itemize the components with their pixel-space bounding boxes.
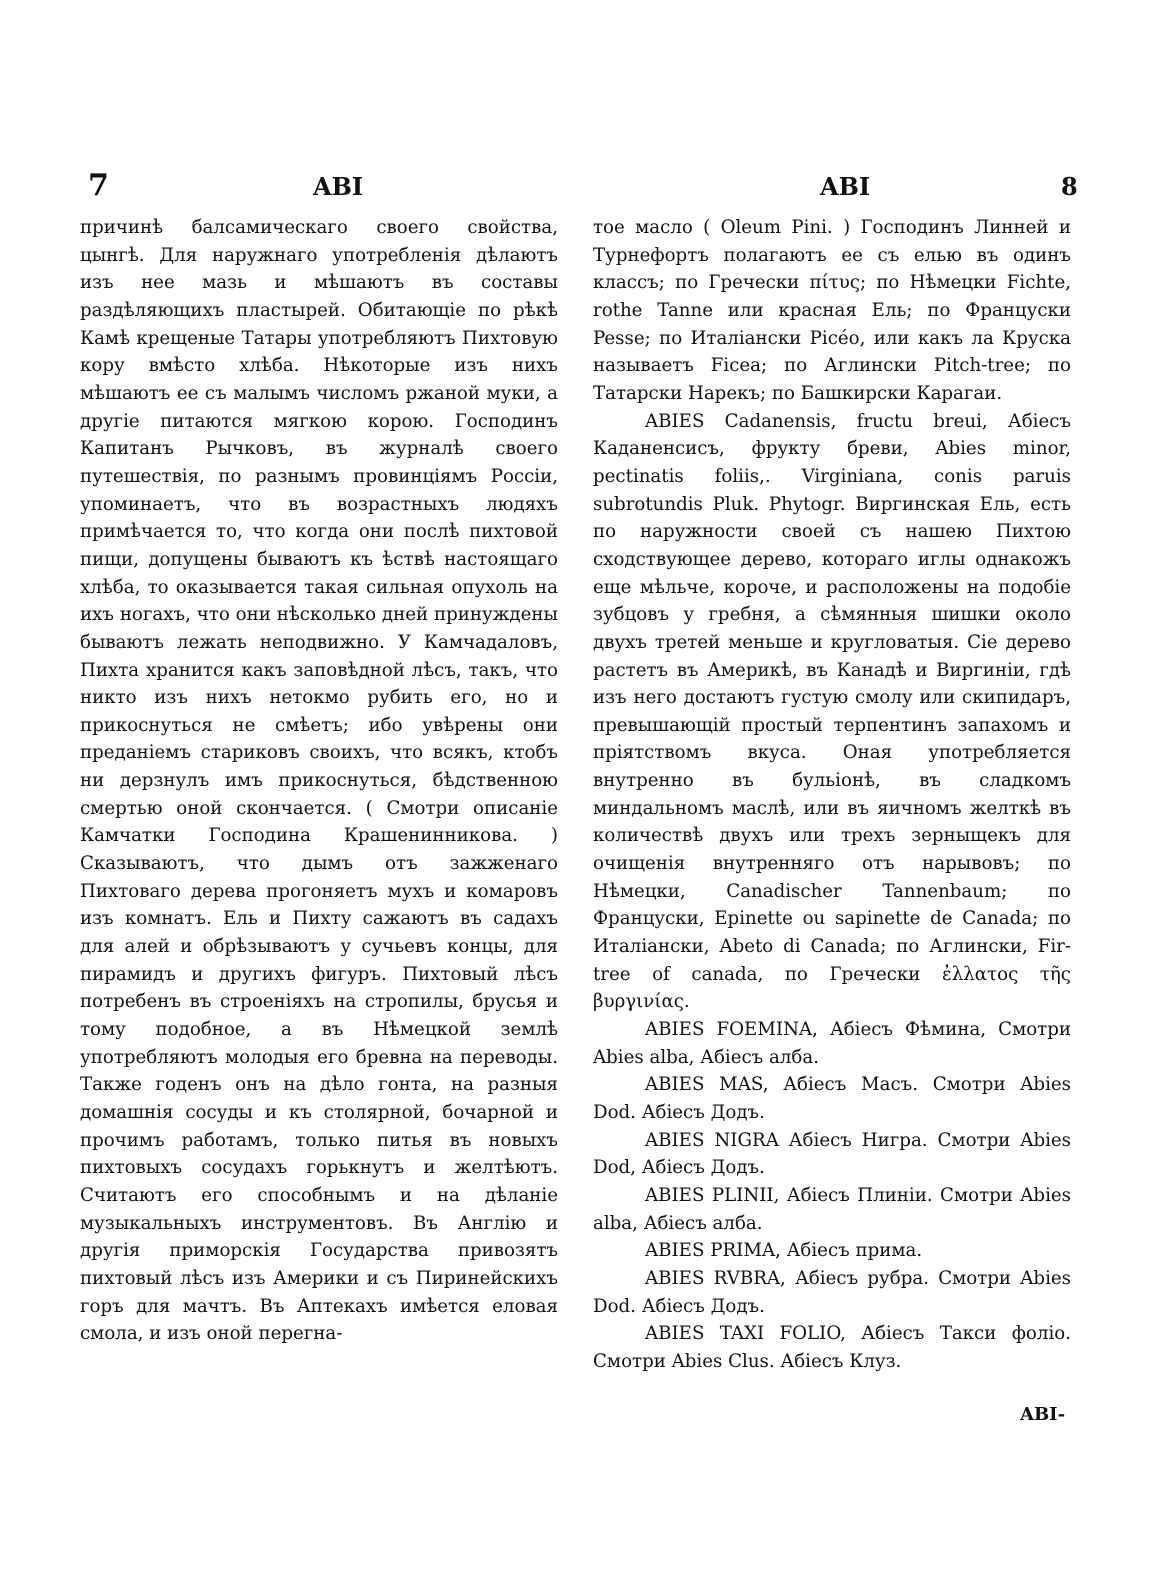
entry-abies-taxi-folio: ABIES TAXI FOLIO, Абіесъ Такси фоліо. Смотри Abies Clus. Абіесъ Клуз. — [593, 1323, 1071, 1372]
right-column-continuation: тое масло ( Oleum Pini. ) Господинъ Линней и Турнефортъ полагаютъ ее съ елью въ одинъ классъ; по Гречески πίτυς; по Нѣмецки Fichte, rothe Tanne или красная Ель; по Француски Pesse; по Италіански Picéo, или какъ ла Круска называетъ Ficea; по Аглински Pitch-tree; по Татарски Нарекъ; по Башкирски Карагаи. — [593, 217, 1071, 404]
entry-abies-mas: ABIES MAS, Абіесъ Масъ. Смотри Abies Dod. Абіесъ Додъ. — [593, 1074, 1071, 1123]
left-column — [80, 214, 558, 1348]
running-head-right: ABI — [820, 172, 871, 201]
entry-abies-rubra: ABIES RVBRA, Абіесъ рубра. Смотри Abies Dod. Абіесъ Додъ. — [593, 1267, 1071, 1317]
entry-abies-plinii: ABIES PLINII, Абіесъ Плиніи. Смотри Abies alba, Абіесъ алба. — [593, 1184, 1071, 1234]
entry-abies-cadanensis: ABIES Cadanensis, fructu breui, Абіесъ Каданенсисъ, фрукту бреви, Abies minor, pectinatis foliis,. Virginiana, conis paruis subrotundis Pluk. Phytogr. Виргинская Ель, есть по наружности своей съ нашею Пихтою сходствующее дерево, котораго иглы однакожъ еще мѣльче, короче, и расположены на подобіе зубцовъ у гребня, а сѣмянныя шишки около двухъ третей меньше и кругловатыя. Сіе дерево растетъ въ Америкѣ, въ Канадѣ и Виргиніи, гдѣ изъ него достаютъ густую смолу или скипидаръ, превышающій простый терпентинъ запахомъ и пріятствомъ вкуса. Оная употребляется внутренно въ бульіонѣ, въ сладкомъ миндальномъ маслѣ, или въ яичномъ желткѣ въ количествѣ двухъ или трехъ зерныщекъ для очищенія внутренняго отъ нарывовъ; по Нѣмецки, Canadischer Tannenbaum; по Француски, Epinette ou sapinette de Canada; по Италіански, Abeto di Canada; по Аглински, Fir-tree of canada, по Гречески ἐλλατος τῆς βυργινίας. — [593, 410, 1071, 1013]
entry-abies-nigra: ABIES NIGRA Абіесъ Нигра. Смотри Abies Dod, Абіесъ Додъ. — [593, 1129, 1071, 1179]
running-head-left: ABI — [313, 172, 364, 201]
entry-abies-prima: ABIES PRIMA, Абіесъ прима. — [645, 1240, 923, 1262]
right-column — [593, 214, 1071, 1376]
catchword: ABI- — [1020, 1404, 1066, 1425]
page-number-right: 8 — [1061, 172, 1078, 201]
page-number-left: 7 — [88, 168, 109, 203]
running-header — [88, 168, 1088, 212]
entry-abies-foemina: ABIES FOEMINA, Абіесъ Фѣмина, Смотри Abies alba, Абіесъ алба. — [593, 1019, 1071, 1068]
left-column-text: причинѣ балсамическаго своего свойства, цынгѣ. Для наружнаго употребленія дѣлаютъ изъ нее мазь и мѣшаютъ въ составы раздѣляющихъ пластырей. Обитающіе по рѣкѣ Камѣ крещеные Татары употребляютъ Пихтовую кору вмѣсто хлѣба. Нѣкоторые изъ нихъ мѣшаютъ ее съ малымъ числомъ ржаной муки, а другіе питаются мягкою корою. Господинъ Капитанъ Рычковъ, въ журналѣ своего путешествія, по разнымъ провинціямъ Россіи, упоминаетъ, что въ возрастныхъ людяхъ примѣчается то, что когда они послѣ пихтовой пищи, допущены бываютъ къ ѣствѣ настоящаго хлѣба, то оказывается такая сильная опухоль на ихъ ногахъ, что они нѣсколько дней принуждены бываютъ лежать неподвижно. У Камчадаловъ, Пихта хранится какъ заповѣдной лѣсъ, такъ, что никто изъ нихъ нетокмо рубить его, но и прикоснуться не смѣетъ; ибо увѣрены они преданіемъ стариковъ своихъ, что всякъ, ктобъ ни дерзнулъ имъ прикоснуться, бѣдственною смертью оной скончается. ( Смотри описаніе Камчатки Господина Крашенинникова. ) Сказываютъ, что дымъ отъ зажженаго Пихтоваго дерева прогоняетъ мухъ и комаровъ изъ комнатъ. Ель и Пихту сажаютъ въ садахъ для алей и обрѣзываютъ у сучьевъ концы, для пирамидъ и другихъ фигуръ. Пихтовый лѣсъ потребенъ въ строеніяхъ на стропилы, брусья и тому подобное, а въ Нѣмецкой землѣ употребляютъ молодыя его бревна на переводы. Также годенъ онъ на дѣло гонта, на разныя домашнія сосуды и къ столярной, бочарной и прочимъ работамъ, только питья въ новыхъ пихтовыхъ сосудахъ горькнутъ и желтѣютъ. Считаютъ его способнымъ и на дѣланіе музыкальныхъ инструментовъ. Въ Англію и другія приморскія Государства привозятъ пихтовый лѣсъ изъ Америки и съ Пиринейскихъ горъ для мачтъ. Въ Аптекахъ имѣется еловая смола, и изъ оной перегна- — [80, 217, 558, 1345]
